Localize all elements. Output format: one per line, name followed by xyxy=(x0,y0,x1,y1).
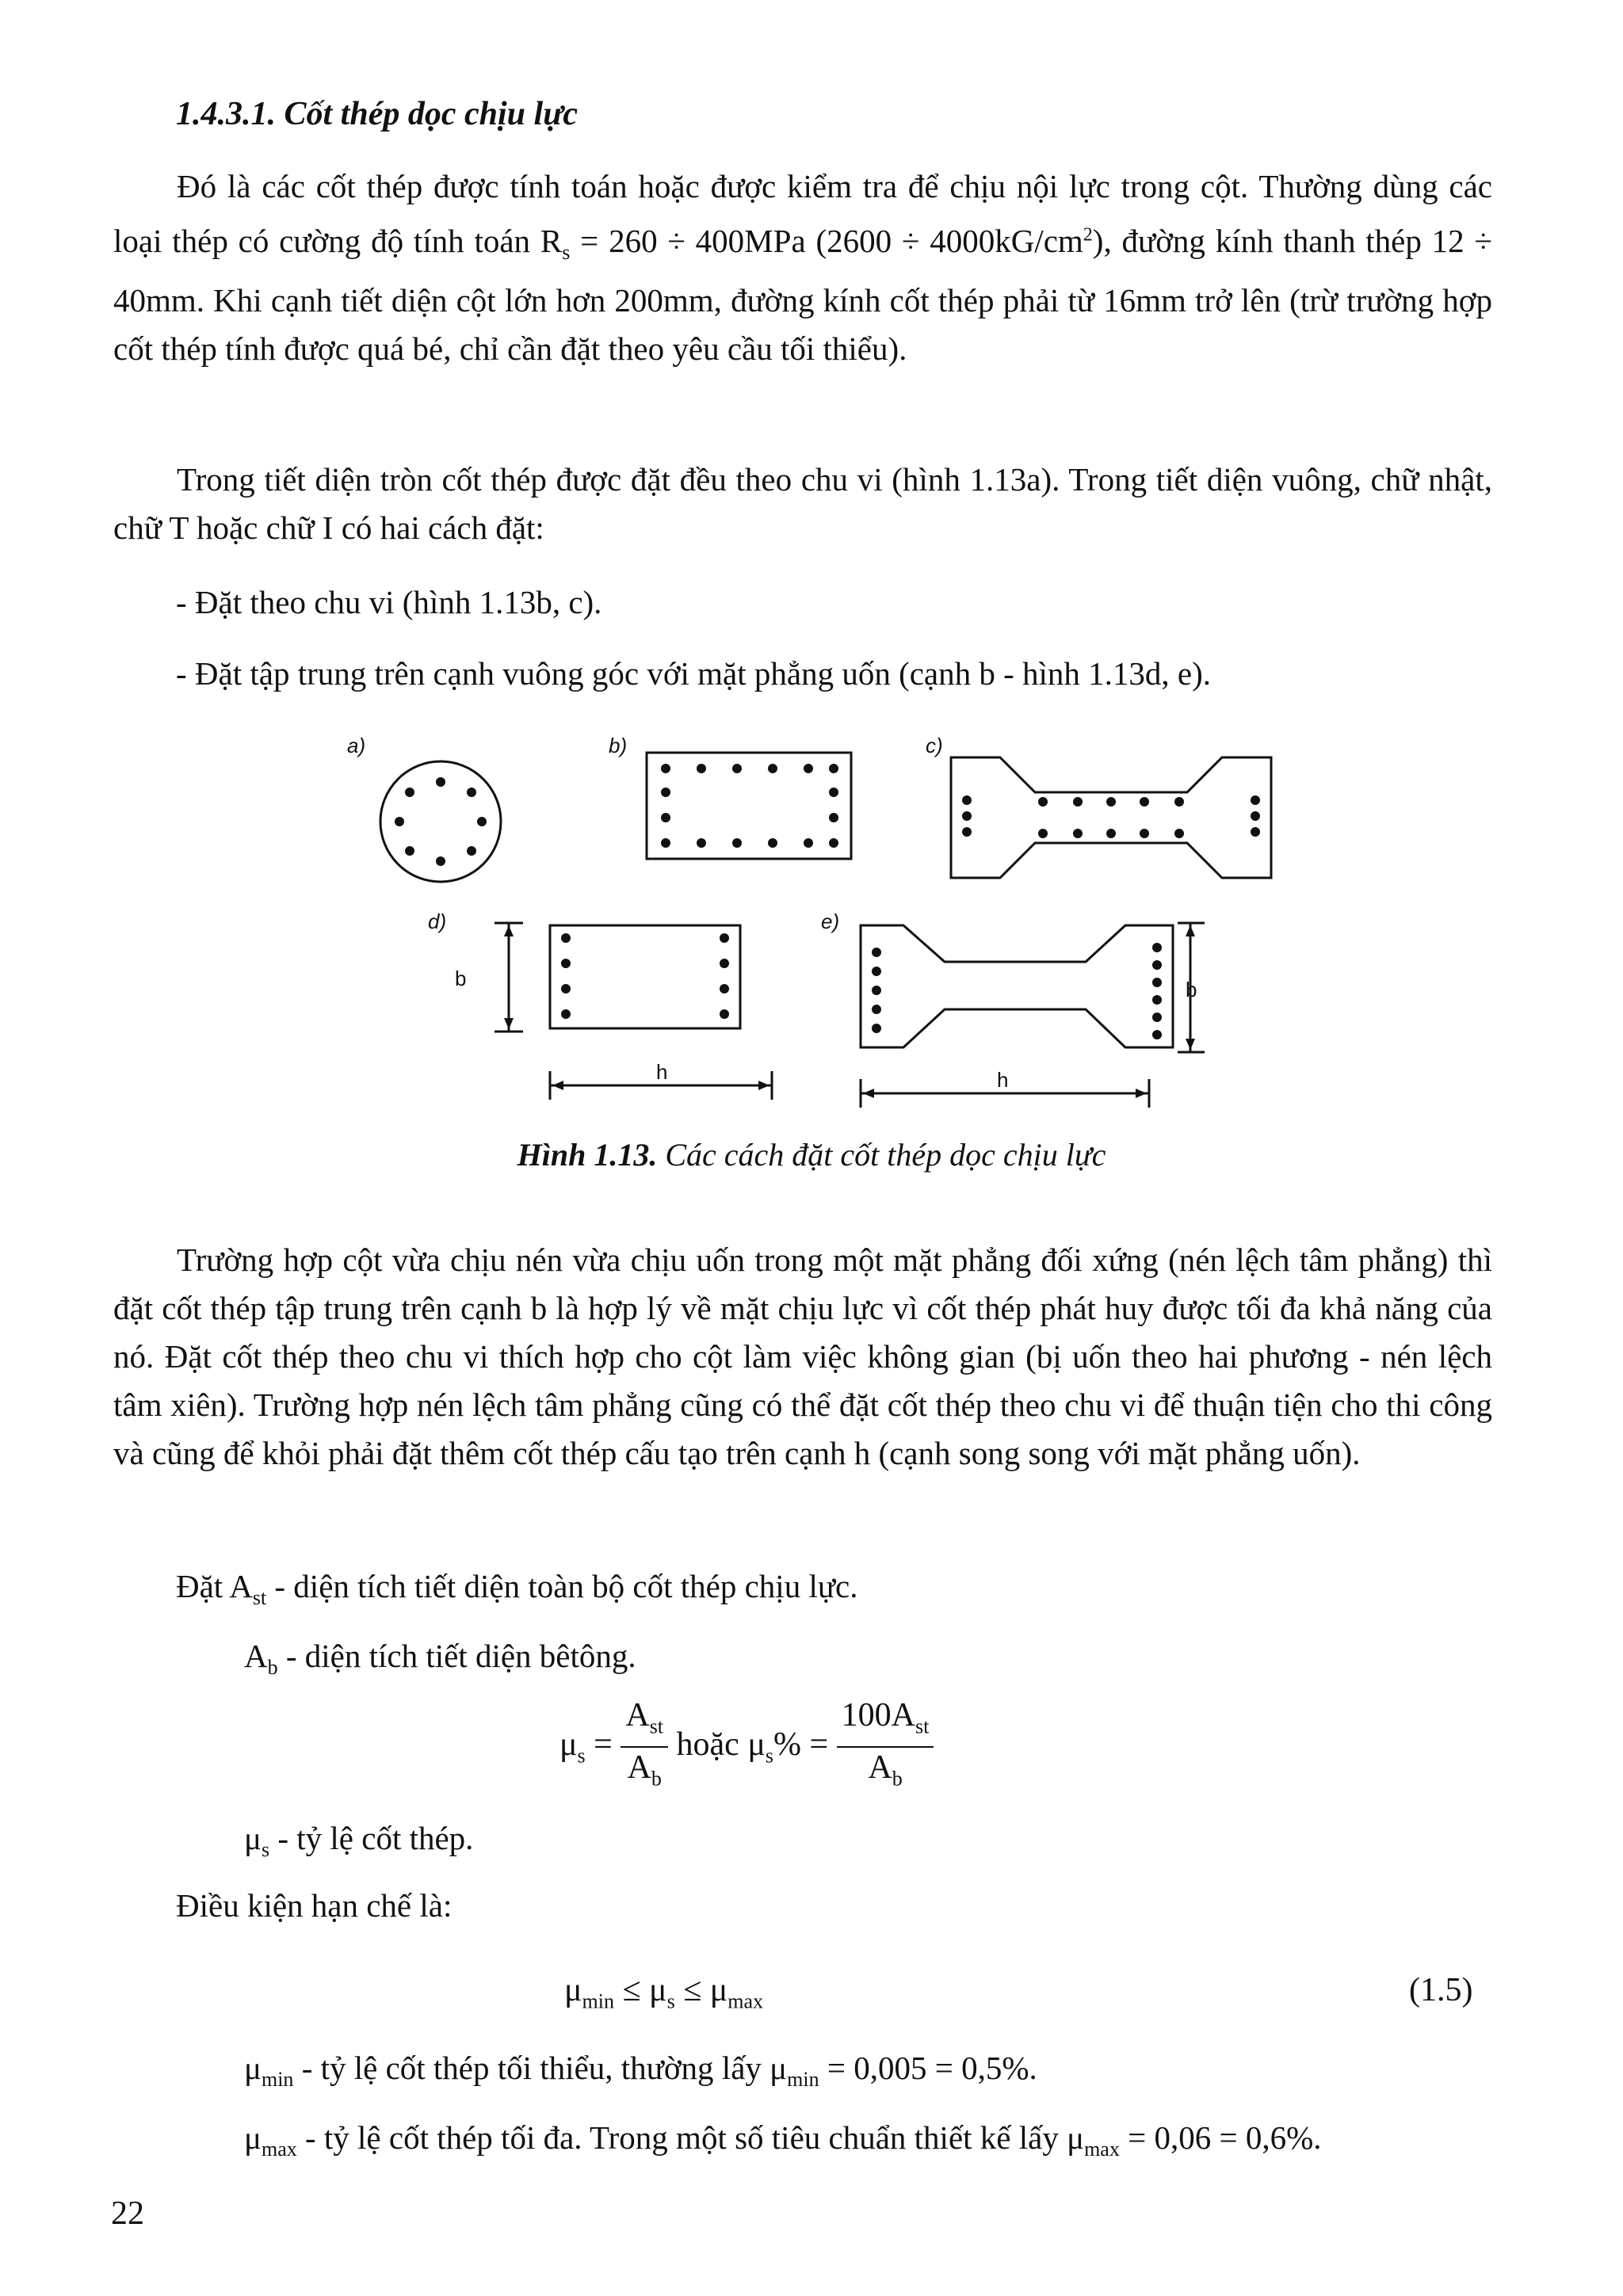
label-d: d) xyxy=(428,910,447,933)
definition-mu-s: $\mu_s$ - tỷ lệ cốt thép. xyxy=(244,1820,474,1862)
section-b-bars xyxy=(661,764,838,848)
definition-mu-min: $\mu_{min}$ - tỷ lệ cốt thép tối thiểu, thường lấy $\mu_{min} = 0,005 = 0,5\%$. xyxy=(244,2050,1037,2092)
section-c-i-beam xyxy=(951,757,1271,878)
section-heading: 1.4.3.1. Cốt thép dọc chịu lực xyxy=(176,96,578,132)
label-a: a) xyxy=(347,734,366,757)
paragraph-2: Trong tiết diện tròn cốt thép được đặt đều theo chu vi (hình 1.13a). Trong tiết diện vuông, chữ nhật, chữ T hoặc chữ I có hai cách đặt: xyxy=(113,461,1492,546)
section-a-bars xyxy=(395,777,487,866)
equation-number: (1.5) xyxy=(1409,1972,1473,2008)
condition-intro: Điều kiện hạn chế là: xyxy=(176,1887,453,1924)
page-number: 22 xyxy=(111,2195,144,2232)
definition-ast: Đặt $A_{st}$ - diện tích tiết diện toàn bộ cốt thép chịu lực. xyxy=(176,1568,858,1610)
definition-ast-prefix: Đặt xyxy=(176,1568,223,1604)
definition-ab-text: - diện tích tiết diện bêtông. xyxy=(277,1638,636,1674)
equation-1-5: $\mu_{min} \le \mu_s \le \mu_{max}$ xyxy=(564,1972,764,2013)
definition-mu-max: $\mu_{max}$ - tỷ lệ cốt thép tối đa. Trong một số tiêu chuẩn thiết kế lấy $\mu_{max} = 0,06 = 0,6\%$. xyxy=(244,2119,1322,2161)
fraction-1: $\frac{A_{st}}{A_b}$ xyxy=(621,1695,668,1799)
label-e: e) xyxy=(821,910,840,933)
bullet-2: - Đặt tập trung trên cạnh vuông góc với mặt phẳng uốn (cạnh b - hình 1.13d, e). xyxy=(176,655,1212,692)
section-e-i-beam xyxy=(861,925,1173,1047)
caption-number: Hình 1.13. xyxy=(517,1137,658,1173)
paragraph-1 xyxy=(113,162,1492,373)
dim-label-h-d: h xyxy=(656,1060,668,1084)
label-b: b) xyxy=(609,734,628,757)
definition-ast-text: - diện tích tiết diện toàn bộ cốt thép chịu lực. xyxy=(266,1568,858,1604)
section-e-bars xyxy=(872,943,1162,1039)
dim-label-b-d: b xyxy=(455,967,467,990)
caption-text: Các cách đặt cốt thép dọc chịu lực xyxy=(657,1137,1106,1173)
fraction-2: $\frac{100A_{st}}{A_b}$ xyxy=(837,1695,934,1799)
formula-or: hoặc xyxy=(676,1726,739,1764)
section-b-rect xyxy=(647,753,851,859)
label-c: c) xyxy=(926,734,943,757)
definition-mu-s-text: - tỷ lệ cốt thép. xyxy=(269,1820,474,1856)
section-d-bars xyxy=(561,933,729,1019)
bullet-1: - Đặt theo chu vi (hình 1.13b, c). xyxy=(176,584,602,620)
dim-label-h-e: h xyxy=(997,1068,1009,1092)
reinforcement-diagram xyxy=(301,721,1284,1117)
figure-1-13 xyxy=(301,721,1284,1117)
definition-ab: $A_b$ - diện tích tiết diện bêtông. xyxy=(244,1638,636,1680)
paragraph-1-text: Đó là các cốt thép được tính toán hoặc được kiểm tra để chịu nội lực trong cột. Thường dùng các loại thép có cường độ tính toán $R_s = 260 \div 400MPa$ $(2600 \div 4000kG/cm^2)$, đường kính thanh thép 12 ÷ 40mm. Khi cạnh tiết diện cột lớn hơn 200mm, đường kính cốt thép phải từ 16mm trở lên (trừ trường hợp cốt thép tính được quá bé, chỉ cần đặt theo yêu cầu tối thiểu). xyxy=(113,168,1492,367)
figure-caption xyxy=(0,1136,1623,1173)
paragraph-3: Trường hợp cột vừa chịu nén vừa chịu uốn trong một mặt phẳng đối xứng (nén lệch tâm phẳng) thì đặt cốt thép tập trung trên cạnh b là hợp lý về mặt chịu lực vì cốt thép phát huy được tối đa khả năng của nó. Đặt cốt thép theo chu vi thích hợp cho cột làm việc không gian (bị uốn theo hai phương - nén lệch tâm xiên). Trường hợp nén lệch tâm phẳng cũng có thể đặt cốt thép theo chu vi để thuận tiện cho thi công và cũng để khỏi phải đặt thêm cốt thép cấu tạo trên cạnh h (cạnh song song với mặt phẳng uốn). xyxy=(113,1241,1492,1471)
dim-label-b-e: b xyxy=(1186,978,1197,1001)
section-c-bars xyxy=(962,795,1260,838)
section-d-rect xyxy=(550,925,740,1028)
formula-mu-s: $\mu_s$ = $\frac{A_{st}}{A_b}$ hoặc $\mu_s\%$ = $\frac{100A_{st}}{A_b}$ xyxy=(559,1695,934,1799)
